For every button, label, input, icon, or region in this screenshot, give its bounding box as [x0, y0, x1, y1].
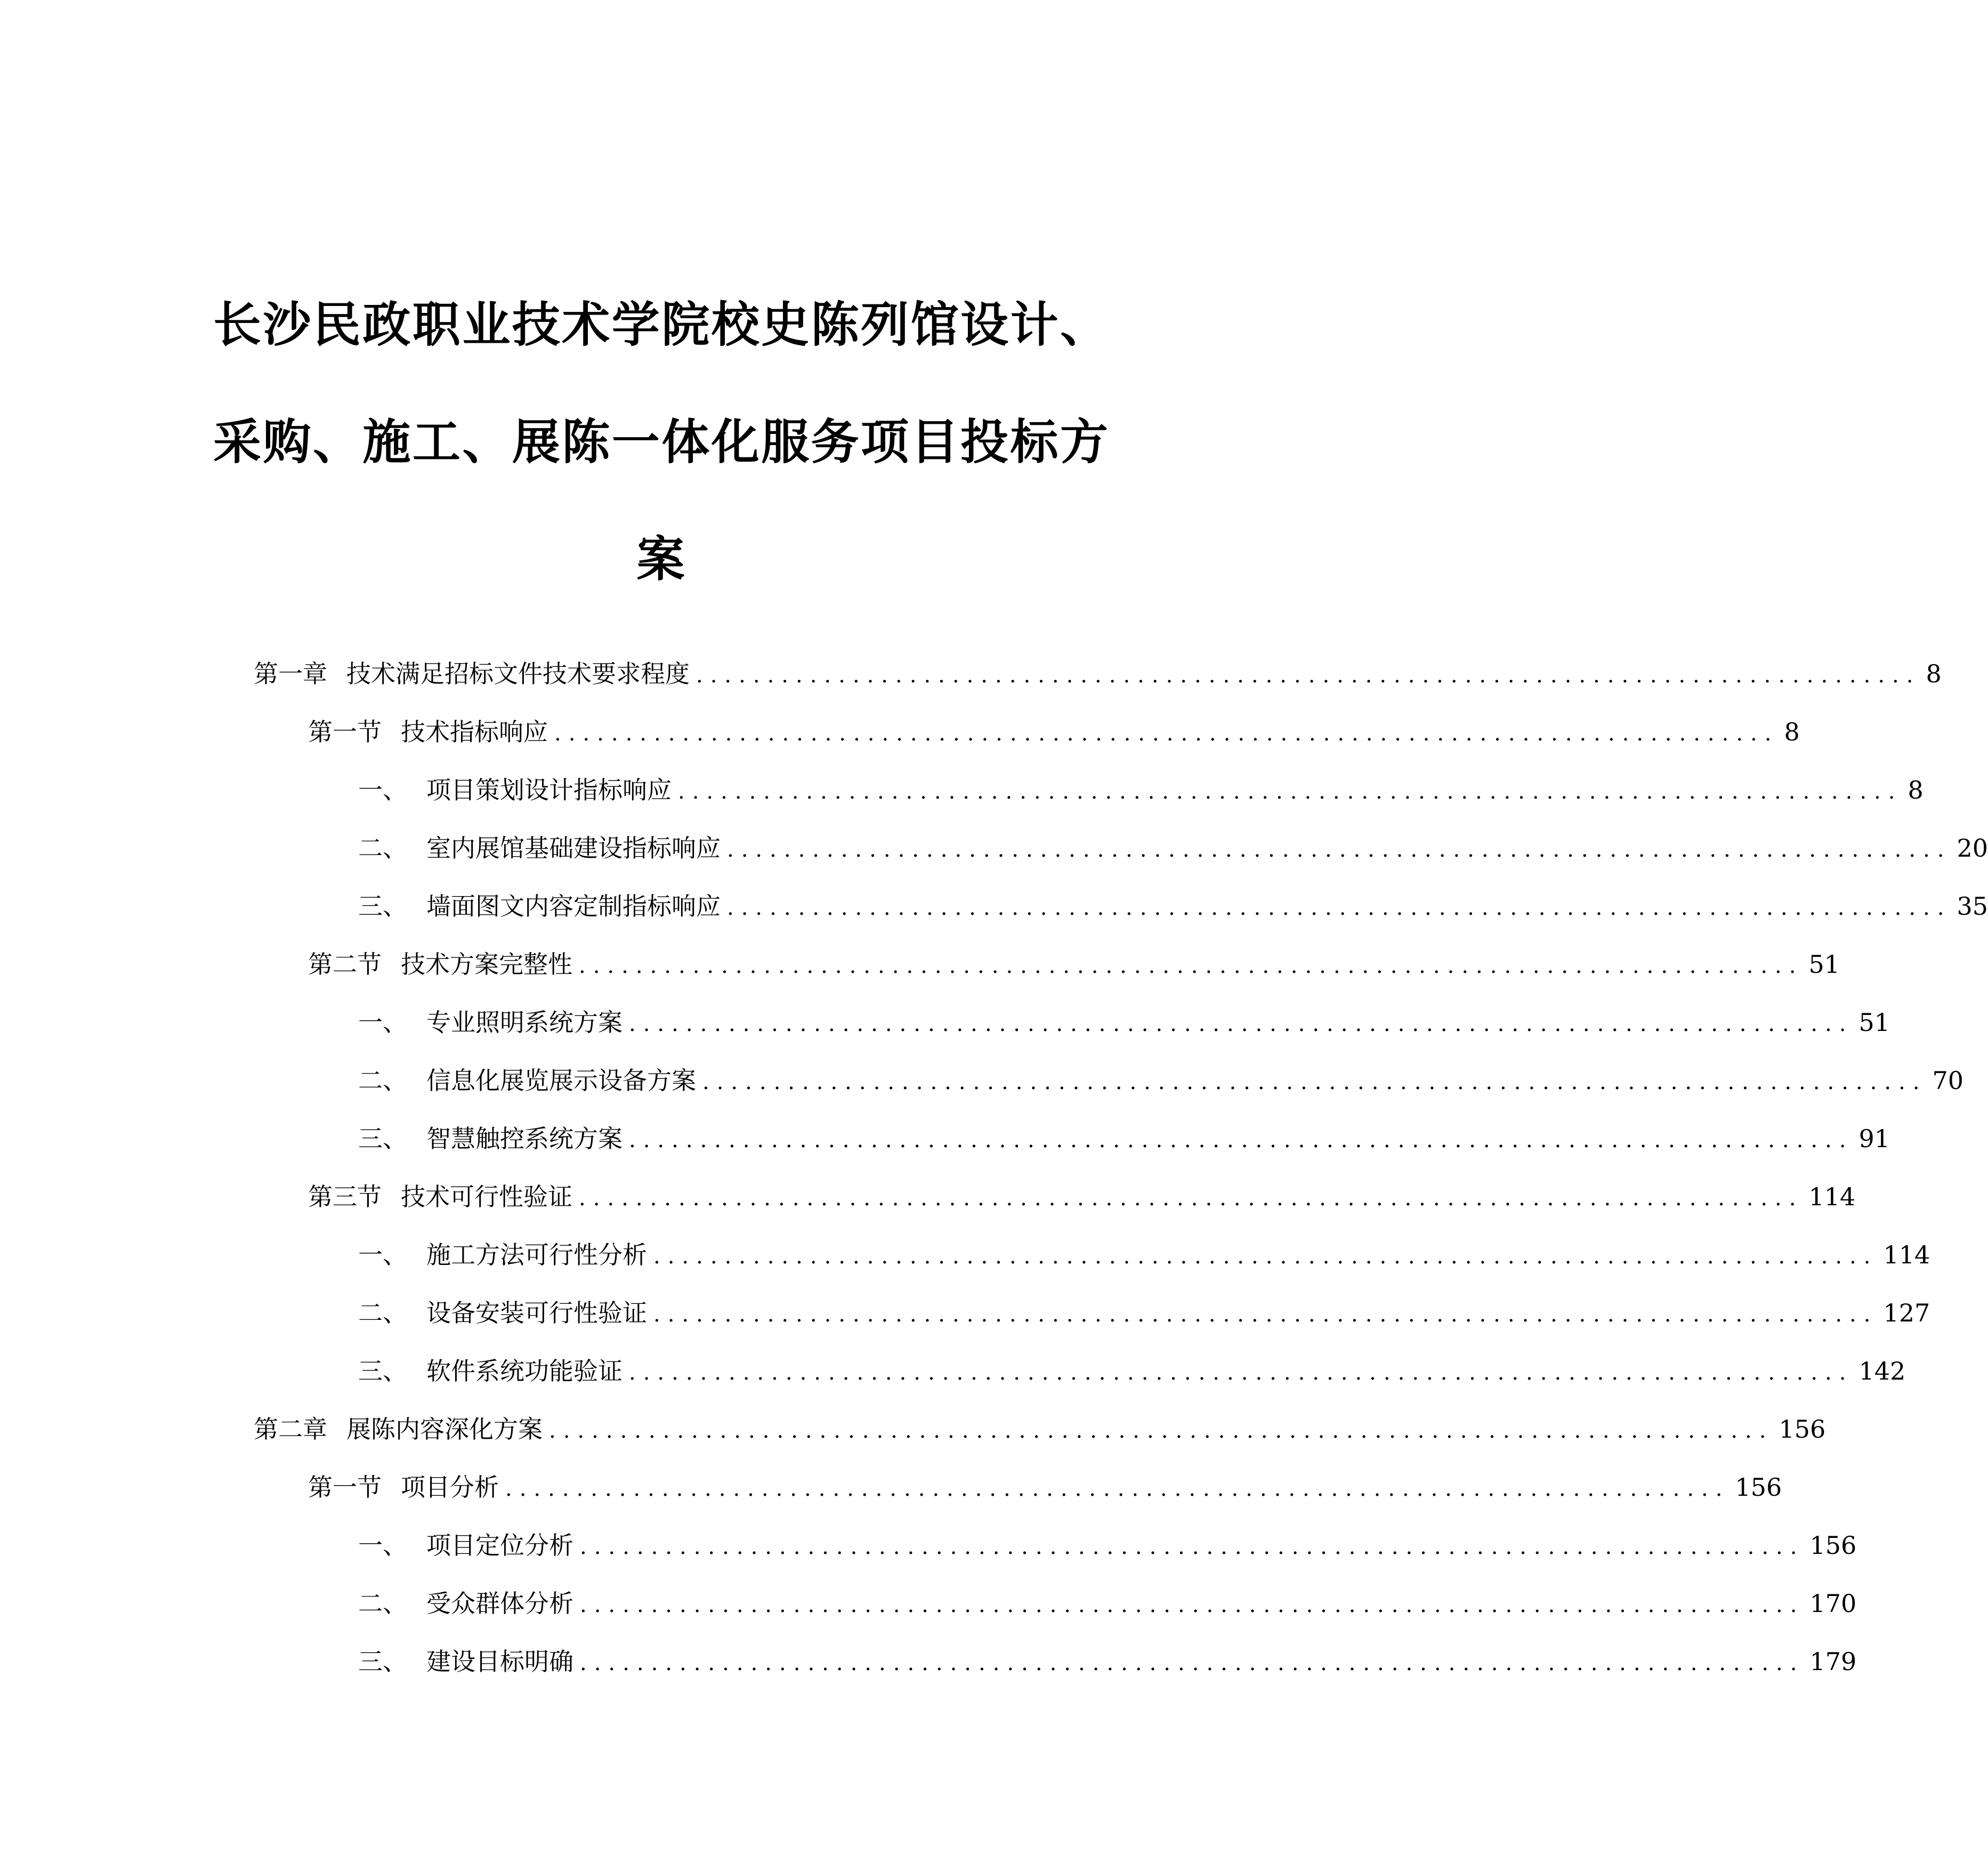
toc-entry-number: 第一章: [254, 659, 327, 688]
toc-leader-dots: ......................................................................................: [579, 1186, 1804, 1211]
toc-entry-section[interactable]: [308, 1178, 1856, 1220]
toc-page-number: 91: [1858, 1124, 1890, 1153]
toc-leader-dots: ......................................................................................: [549, 1418, 1774, 1443]
toc-entry-number: 第一节: [308, 718, 382, 746]
toc-entry-section[interactable]: [308, 945, 1840, 988]
toc-entry-text: 墙面图文内容定制指标响应: [426, 892, 721, 921]
toc-entry-item[interactable]: [358, 1003, 1890, 1046]
toc-page-number: 70: [1932, 1066, 1964, 1095]
toc-entry-number: 三、: [358, 892, 407, 921]
toc-entry-number: 第二节: [308, 950, 382, 979]
toc-page-number: 156: [1779, 1415, 1826, 1444]
toc-page-number: 8: [1908, 776, 1924, 804]
toc-page-number: 114: [1883, 1240, 1930, 1269]
toc-entry-item[interactable]: [358, 1352, 1906, 1395]
toc-leader-dots: ......................................................................................: [580, 1535, 1805, 1559]
toc-entry-item[interactable]: [358, 1119, 1890, 1162]
toc-entry-number: 二、: [358, 1299, 407, 1327]
toc-page-number: 51: [1858, 1008, 1890, 1037]
toc-leader-dots: ......................................................................................: [727, 837, 1952, 862]
toc-entry-chapter-2[interactable]: [254, 1410, 1826, 1453]
toc-leader-dots: ......................................................................................: [696, 663, 1921, 688]
toc-entry-item[interactable]: [358, 1294, 1930, 1336]
toc-leader-dots: ......................................................................................: [629, 1128, 1854, 1152]
toc-leader-dots: ......................................................................................: [678, 779, 1903, 804]
toc-leader-dots: ......................................................................................: [727, 896, 1952, 920]
toc-page-number: 114: [1808, 1182, 1856, 1211]
toc-entry-section[interactable]: [308, 1468, 1782, 1511]
toc-entry-text: 展陈内容深化方案: [346, 1415, 543, 1444]
toc-leader-dots: ......................................................................................: [580, 1593, 1805, 1617]
toc-entry-item[interactable]: [358, 1642, 1857, 1685]
toc-entry-text: 软件系统功能验证: [426, 1357, 623, 1385]
toc-entry-text: 受众群体分析: [426, 1589, 573, 1618]
toc-entry-text: 智慧触控系统方案: [426, 1124, 623, 1153]
toc-page-number: 20: [1957, 834, 1988, 863]
toc-entry-number: 三、: [358, 1357, 407, 1385]
toc-entry-text: 技术可行性验证: [401, 1182, 572, 1211]
toc-entry-item[interactable]: [358, 887, 1988, 930]
document-title: 长沙民政职业技术学院校史陈列馆设计、采购、施工、展陈一体化服务项目投标方案: [213, 297, 1109, 587]
toc-leader-dots: ......................................................................................: [653, 1244, 1878, 1269]
toc-entry-text: 项目分析: [401, 1473, 499, 1502]
toc-entry-number: 一、: [358, 1240, 407, 1269]
toc-leader-dots: ......................................................................................: [579, 954, 1804, 978]
toc-entry-number: 一、: [358, 776, 407, 804]
toc-page-number: 127: [1883, 1299, 1930, 1327]
toc-page-number: 170: [1809, 1589, 1857, 1618]
toc-entry-item[interactable]: [358, 829, 1988, 872]
toc-entry-number: 一、: [358, 1531, 407, 1560]
toc-entry-text: 信息化展览展示设备方案: [426, 1066, 696, 1095]
toc-page-number: 35: [1957, 892, 1988, 921]
toc-entry-item[interactable]: [358, 1584, 1857, 1627]
toc-page-number: 156: [1735, 1473, 1782, 1502]
toc-leader-dots: ......................................................................................: [505, 1477, 1730, 1501]
toc-page-number: 51: [1808, 950, 1840, 979]
toc-page-number: 8: [1784, 718, 1800, 746]
toc-entry-item[interactable]: [358, 1236, 1930, 1278]
toc-page-number: 142: [1858, 1357, 1906, 1385]
toc-page-number: 156: [1809, 1531, 1857, 1560]
toc-entry-text: 施工方法可行性分析: [426, 1240, 647, 1269]
toc-entry-text: 技术满足招标文件技术要求程度: [346, 659, 690, 688]
toc-entry-number: 二、: [358, 1066, 407, 1095]
toc-leader-dots: ......................................................................................: [702, 1070, 1927, 1094]
toc-entry-text: 技术方案完整性: [401, 950, 572, 979]
toc-entry-number: 一、: [358, 1008, 407, 1037]
toc-leader-dots: ......................................................................................: [629, 1012, 1854, 1036]
toc-entry-item[interactable]: [358, 1526, 1857, 1569]
toc-entry-number: 二、: [358, 1589, 407, 1618]
toc-entry-item[interactable]: [358, 771, 1924, 813]
toc-entry-number: 三、: [358, 1647, 407, 1676]
toc-entry-chapter-1[interactable]: [254, 655, 1942, 697]
toc-leader-dots: ......................................................................................: [653, 1302, 1878, 1327]
toc-entry-number: 二、: [358, 834, 407, 863]
toc-entry-text: 项目定位分析: [426, 1531, 573, 1560]
toc-entry-text: 技术指标响应: [401, 718, 548, 746]
toc-page-number: 179: [1809, 1647, 1857, 1676]
toc-leader-dots: ......................................................................................: [580, 1651, 1805, 1675]
toc-entry-text: 建设目标明确: [426, 1647, 573, 1676]
toc-entry-item[interactable]: [358, 1061, 1964, 1104]
toc-entry-number: 第二章: [254, 1415, 327, 1444]
toc-entry-number: 第一节: [308, 1473, 382, 1502]
toc-leader-dots: ......................................................................................: [629, 1360, 1854, 1385]
toc-entry-section[interactable]: [308, 713, 1800, 755]
toc-entry-text: 室内展馆基础建设指标响应: [426, 834, 721, 863]
toc-entry-text: 设备安装可行性验证: [426, 1299, 647, 1327]
toc-entry-text: 项目策划设计指标响应: [426, 776, 672, 804]
toc-entry-text: 专业照明系统方案: [426, 1008, 623, 1037]
toc-leader-dots: ......................................................................................: [554, 721, 1779, 746]
toc-page-number: 8: [1926, 659, 1942, 688]
toc-entry-number: 三、: [358, 1124, 407, 1153]
toc-entry-number: 第三节: [308, 1182, 382, 1211]
